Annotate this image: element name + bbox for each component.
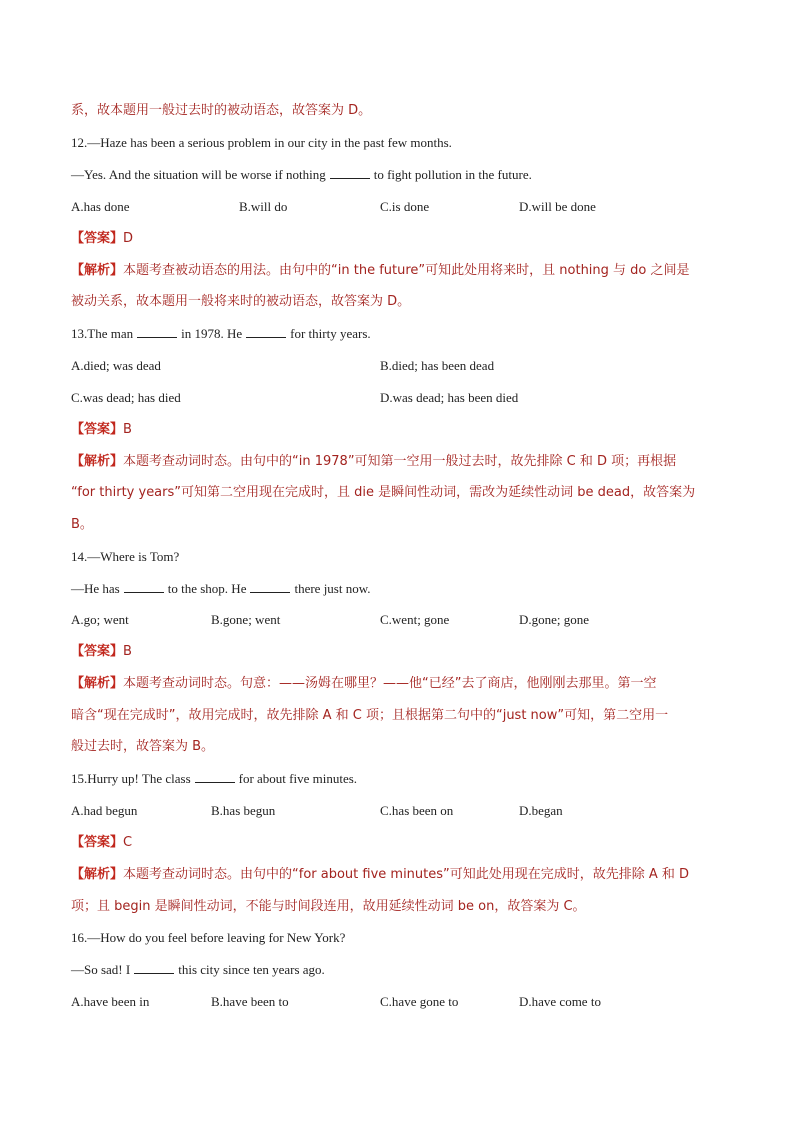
q13-stem-c: for thirty years. (290, 326, 371, 341)
q15-option-a: A.had begun (71, 803, 138, 818)
q15-answer-value: C (123, 835, 133, 850)
q13-analysis-line1 (71, 452, 723, 472)
q14-option-b: B.gone; went (211, 612, 281, 627)
q13-stem (71, 324, 723, 344)
q15-option-b: B.has begun (211, 803, 276, 818)
q13-answer-tag: 【答案】 (71, 422, 124, 437)
q16-option-c: C.have gone to (380, 994, 459, 1009)
q12-option-c: C.is done (380, 199, 430, 214)
q15-stem-a: 15.Hurry up! The class (71, 771, 191, 786)
q16-option-a: A.have been in (71, 994, 150, 1009)
q14-stem: 14.—Where is Tom? (71, 549, 180, 564)
q13-analysis-text1: 本题考查动词时态。由句中的“in 1978”可知第一空用一般过去时，故先排除 C 和 D 项；再根据 (123, 454, 677, 469)
q12-line2 (71, 165, 723, 185)
q16-line2-b: this city since ten years ago. (178, 962, 325, 977)
q12-analysis-text1: 本题考查被动语态的用法。由句中的“in the future”可知此处用将来时，且 nothing 与 do 之间是 (123, 263, 690, 278)
q13-blank-2 (246, 325, 286, 338)
q14-line2-c: there just now. (294, 581, 371, 596)
q14-analysis-line3: 般过去时，故答案为 B。 (71, 739, 215, 754)
q15-answer (71, 833, 723, 853)
q13-analysis-tag: 【解析】 (71, 454, 124, 469)
q14-analysis-line1 (71, 674, 723, 694)
q14-analysis-text1: 本题考查动词时态。句意：——汤姆在哪里？——他“已经”去了商店，他刚刚去那里。第一空 (123, 676, 657, 691)
q16-line2 (71, 960, 723, 980)
q15-stem-b: for about five minutes. (238, 771, 358, 786)
q12-option-a: A.has done (71, 199, 130, 214)
q13-option-b: B.died; has been dead (380, 358, 495, 373)
q12-answer (71, 229, 723, 249)
q14-line2-a: —He has (71, 581, 120, 596)
q16-blank (134, 961, 174, 974)
q15-analysis-text1: 本题考查动词时态。由句中的“for about five minutes”可知此处用现在完成时，故先排除 A 和 D (123, 867, 690, 882)
q13-analysis-line3: B。 (71, 517, 93, 532)
q12-analysis-tag: 【解析】 (71, 263, 124, 278)
q14-blank-2 (250, 580, 290, 593)
q12-option-b: B.will do (239, 199, 288, 214)
q14-analysis-tag: 【解析】 (71, 676, 124, 691)
q15-analysis-line1 (71, 865, 723, 885)
q12-answer-tag: 【答案】 (71, 231, 124, 246)
q16-option-d: D.have come to (519, 994, 601, 1009)
q16-option-b: B.have been to (211, 994, 289, 1009)
q15-analysis-tag: 【解析】 (71, 867, 124, 882)
q14-option-a: A.go; went (71, 612, 129, 627)
q15-option-c: C.has been on (380, 803, 454, 818)
q12-line2-before: —Yes. And the situation will be worse if nothing (71, 167, 326, 182)
q14-answer (71, 642, 723, 662)
q13-analysis-line2: “for thirty years”可知第二空用现在完成时，且 die 是瞬间性动词，需改为延续性动词 be dead，故答案为 (71, 485, 696, 500)
q13-option-c: C.was dead; has died (71, 390, 181, 405)
q13-stem-a: 13.The man (71, 326, 134, 341)
q12-line2-after: to fight pollution in the future. (373, 167, 532, 182)
q16-stem: 16.—How do you feel before leaving for New York? (71, 930, 346, 945)
q14-line2 (71, 579, 723, 599)
q14-option-d: D.gone; gone (519, 612, 590, 627)
q12-analysis-line1 (71, 261, 723, 281)
prev-analysis-continuation: 系，故本题用一般过去时的被动语态，故答案为 D。 (71, 103, 372, 118)
q15-answer-tag: 【答案】 (71, 835, 124, 850)
q12-blank (330, 166, 370, 179)
q14-answer-value: B (123, 644, 132, 659)
q15-stem (71, 769, 723, 789)
q14-option-c: C.went; gone (380, 612, 450, 627)
q12-option-d: D.will be done (519, 199, 596, 214)
q14-blank-1 (124, 580, 164, 593)
q13-stem-b: in 1978. He (181, 326, 243, 341)
q14-line2-b: to the shop. He (167, 581, 247, 596)
q16-line2-a: —So sad! I (71, 962, 131, 977)
q12-analysis-line2: 被动关系，故本题用一般将来时的被动语态，故答案为 D。 (71, 294, 411, 309)
q13-option-a: A.died; was dead (71, 358, 161, 373)
q12-answer-value: D (123, 231, 134, 246)
q15-blank (195, 770, 235, 783)
q13-answer-value: B (123, 422, 132, 437)
q14-analysis-line2: 暗含“现在完成时”，故用完成时，故先排除 A 和 C 项；且根据第二句中的“just now”可知，第二空用一 (71, 708, 669, 723)
q14-answer-tag: 【答案】 (71, 644, 124, 659)
q15-analysis-line2: 项；且 begin 是瞬间性动词，不能与时间段连用，故用延续性动词 be on，故答案为 C。 (71, 899, 586, 914)
q12-stem: 12.—Haze has been a serious problem in our city in the past few months. (71, 135, 452, 150)
q13-answer (71, 420, 723, 440)
q15-option-d: D.began (519, 803, 563, 818)
q13-option-d: D.was dead; has been died (380, 390, 519, 405)
q13-blank-1 (137, 325, 177, 338)
